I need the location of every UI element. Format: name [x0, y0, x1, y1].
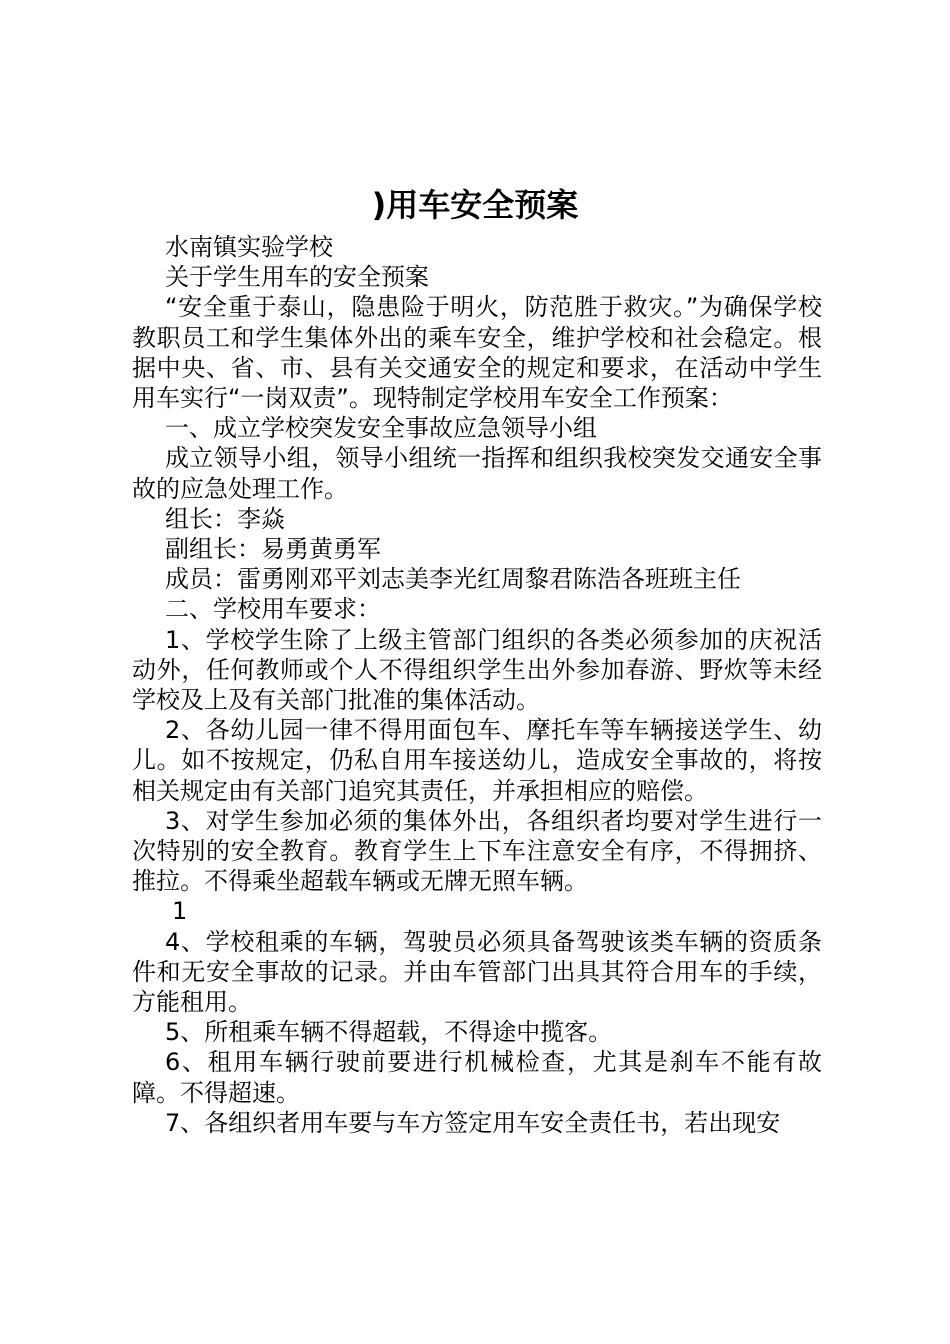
section-heading-2: 二、学校用车要求： — [165, 595, 381, 624]
subtitle: 关于学生用车的安全预案 — [165, 263, 429, 292]
members: 成员：雷勇刚邓平刘志美李光红周黎君陈浩各班班主任 — [165, 565, 741, 594]
rule-4: 4、学校租乘的车辆，驾驶员必须具备驾驶该类车辆的资质条件和无安全事故的记录。并由车管部门出具其符合用车的手续，方能租用。 — [132, 927, 822, 1017]
intro-paragraph: “安全重于泰山，隐患险于明火，防范胜于救灾。”为确保学校教职员工和学生集体外出的乘车安全，维护学校和社会稳定。根据中央、省、市、县有关交通安全的规定和要求，在活动中学生用车实行“一岗双责”。现特制定学校用车安全工作预案： — [132, 293, 822, 413]
rule-1: 1、学校学生除了上级主管部门组织的各类必须参加的庆祝活动外，任何教师或个人不得组织学生出外参加春游、野炊等未经学校及上及有关部门批准的集体活动。 — [132, 625, 822, 715]
deputy-leader: 副组长：易勇黄勇军 — [165, 535, 381, 564]
document-title: )用车安全预案 — [371, 186, 579, 224]
rule-7: 7、各组织者用车要与车方签定用车安全责任书，若出现安 — [165, 1108, 781, 1137]
document-body — [132, 232, 822, 1138]
group-leader: 组长：李焱 — [165, 504, 285, 533]
rule-3: 3、对学生参加必须的集体外出，各组织者均要对学生进行一次特别的安全教育。教育学生上下车注意安全有序，不得拥挤、推拉。不得乘坐超载车辆或无牌无照车辆。 — [132, 806, 822, 896]
school-name: 水南镇实验学校 — [165, 233, 333, 261]
rule-2: 2、各幼儿园一律不得用面包车、摩托车等车辆接送学生、幼儿。如不按规定，仍私自用车接送幼儿，造成安全事故的，将按相关规定由有关部门追究其责任，并承担相应的赔偿。 — [132, 716, 822, 805]
page-number: 1 — [172, 897, 188, 926]
paragraph-leadership: 成立领导小组，领导小组统一指挥和组织我校突发交通安全事故的应急处理工作。 — [132, 444, 822, 503]
rule-6: 6、租用车辆行驶前要进行机械检查，尤其是刹车不能有故障。不得超速。 — [132, 1048, 822, 1107]
section-heading-1: 一、成立学校突发安全事故应急领导小组 — [165, 414, 597, 443]
rule-5: 5、所租乘车辆不得超载，不得途中揽客。 — [165, 1018, 613, 1047]
